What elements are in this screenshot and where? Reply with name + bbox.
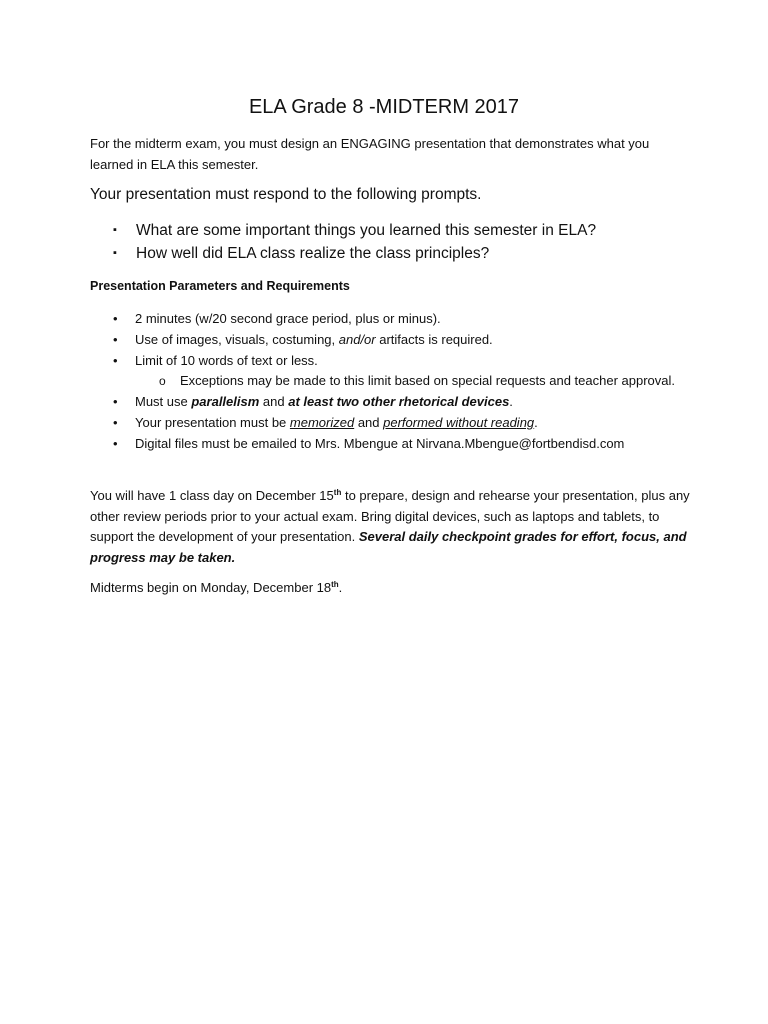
dot-bullet-icon: • (113, 311, 118, 326)
param-text: and (259, 394, 289, 410)
square-bullet-icon: ▪ (113, 247, 117, 259)
schedule-text: to prepare, design and rehearse your presentation, plus any other review periods prior to your actual exam. Bring digital devices, such as laptops and tablets, to support the development of your presentation. (90, 488, 690, 545)
param-text: and (354, 414, 384, 430)
prompt-text: What are some important things you learned this semester in ELA? (136, 222, 597, 239)
param-text: . (534, 414, 538, 430)
dot-bullet-icon: • (113, 352, 118, 368)
param-text: Limit of 10 words of text or less. (135, 352, 318, 368)
list-item (90, 330, 710, 351)
param-text: Exceptions may be made to this limit based on special requests and teacher approval. (180, 373, 675, 389)
list-item (90, 351, 710, 372)
emphasis-text: performed without reading (383, 414, 535, 430)
ordinal-suffix: th (331, 580, 339, 589)
schedule-text: You will have 1 class day on December 15 (90, 488, 334, 503)
param-text: 2 minutes (w/20 second grace period, plus or minus). (135, 311, 441, 326)
document-title: ELA Grade 8 -MIDTERM 2017 (248, 96, 520, 118)
ordinal-suffix: th (333, 488, 342, 497)
param-text: Digital files must be emailed to Mrs. Mbengue at Nirvana.Mbengue@fortbendisd.com (135, 435, 625, 451)
intro-paragraph: For the midterm exam, you must design an ENGAGING presentation that demonstrates what you learned in ELA this semester. (90, 136, 650, 172)
dot-bullet-icon: • (113, 414, 118, 430)
emphasis-text: at least two other rhetorical devices (288, 394, 510, 410)
prompt-text: How well did ELA class realize the class principles? (136, 245, 490, 262)
closing-text: Midterms begin on Monday, December 18 (90, 580, 332, 595)
list-item (90, 242, 710, 265)
closing-paragraph (90, 578, 690, 598)
dot-bullet-icon: • (113, 394, 118, 410)
list-item (90, 309, 710, 330)
list-item (90, 219, 710, 242)
emphasis-text: and/or (338, 331, 376, 347)
param-text: Must use (135, 394, 192, 410)
square-bullet-icon: ▪ (113, 224, 117, 236)
list-item (90, 413, 710, 434)
closing-text: . (338, 580, 343, 595)
prompts-heading: Your presentation must respond to the following prompts. (90, 186, 482, 203)
list-item (90, 434, 710, 455)
param-text: artifacts is required. (375, 331, 493, 347)
dot-bullet-icon: • (113, 435, 118, 451)
circle-bullet-icon: o (159, 374, 166, 389)
parameters-heading: Presentation Parameters and Requirements (90, 279, 350, 293)
schedule-paragraph (90, 486, 690, 569)
parameters-list (90, 309, 710, 455)
param-text: . (509, 394, 513, 410)
prompts-list (90, 219, 710, 265)
checkpoint-note: Several daily checkpoint grades for effort, focus, and progress may be taken. (90, 529, 687, 566)
sub-list-item (90, 371, 710, 392)
list-item (90, 392, 710, 413)
param-text: Your presentation must be (135, 414, 290, 430)
emphasis-text: memorized (289, 414, 355, 430)
param-text: Use of images, visuals, costuming, (135, 331, 339, 347)
emphasis-text: parallelism (191, 394, 260, 410)
dot-bullet-icon: • (113, 331, 118, 347)
